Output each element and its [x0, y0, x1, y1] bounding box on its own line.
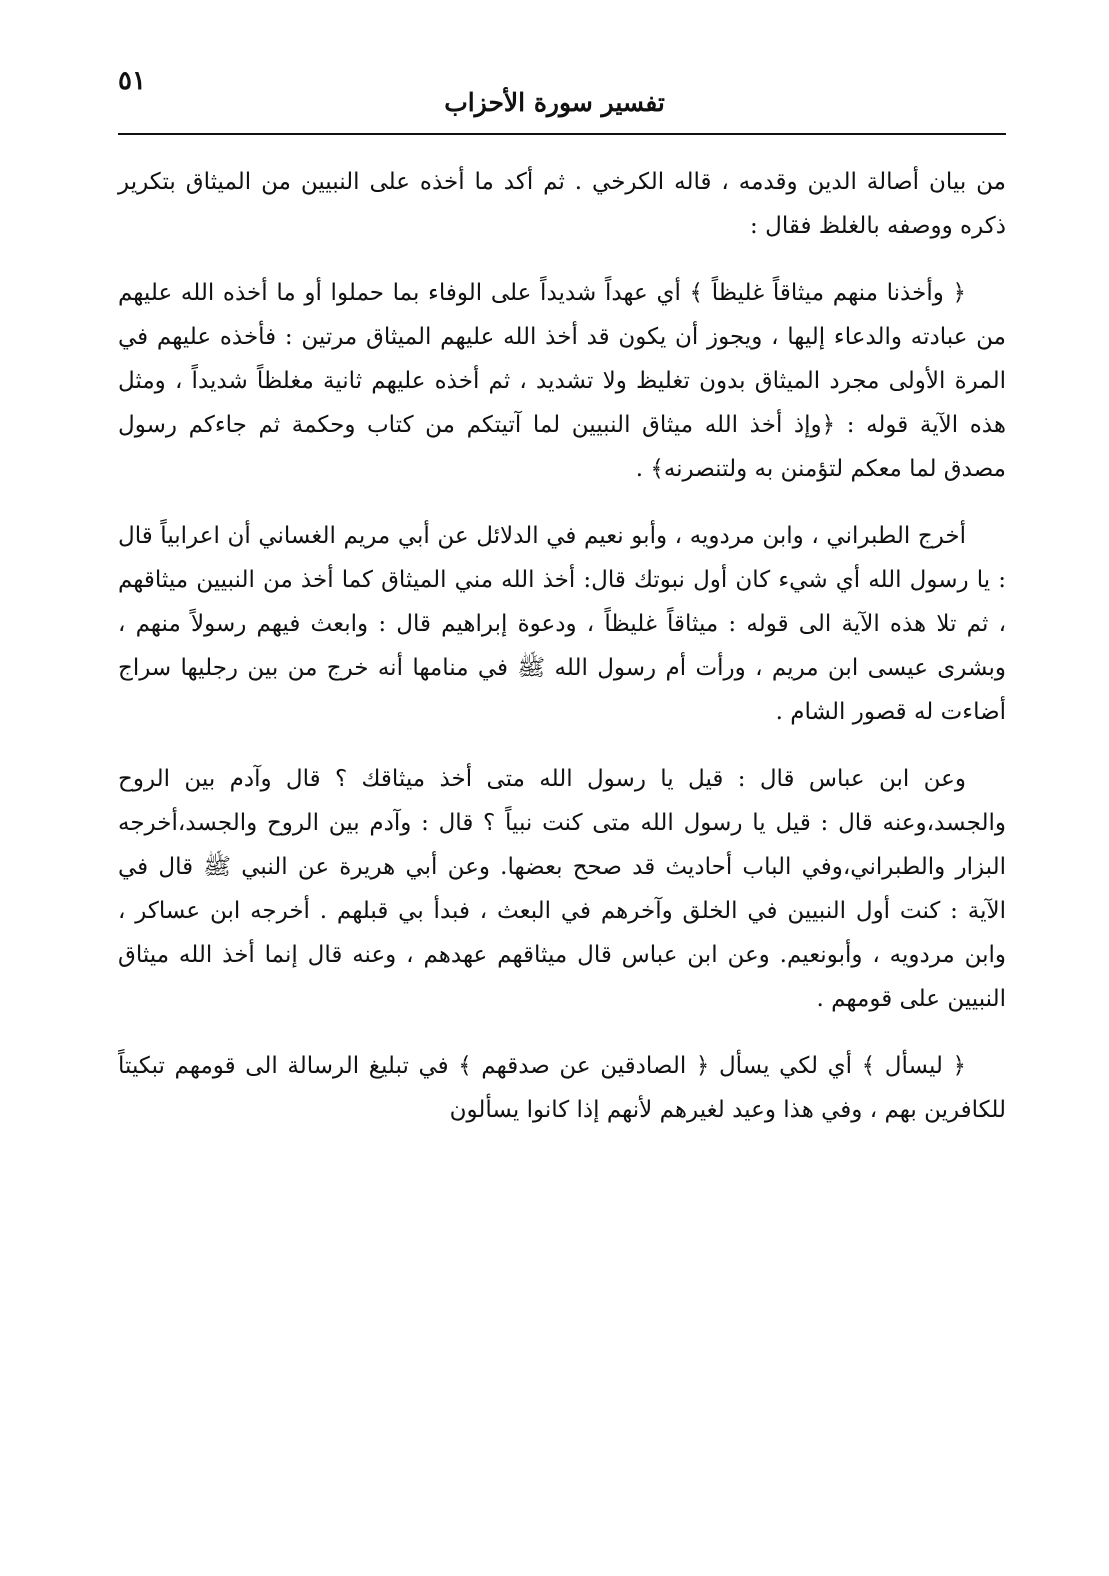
paragraph: أخرج الطبراني ، وابن مردويه ، وأبو نعيم في الدلائل عن أبي مريم الغساني أن اعرابياً قال : يا رسول الله أي شيء كان أول نبوتك قال: أخذ الله مني الميثاق كما أخذ من النبيين ميثاقهم ، ثم تلا هذه الآية الى قوله : ميثاقاً غليظاً ، ودعوة إبراهيم قال : وابعث فيهم رسولاً منهم ، وبشرى عيسى ابن مريم ، ورأت أم رسول الله ﷺ في منامها أنه خرج من بين رجليها سراج أضاءت له قصور الشام . [118, 523, 1006, 725]
page-number: ٥١ [118, 66, 146, 96]
running-header-title: تفسير سورة الأحزاب [444, 88, 665, 117]
paragraph: من بيان أصالة الدين وقدمه ، قاله الكرخي . ثم أكد ما أخذه على النبيين من الميثاق بتكرير ذكره ووصفه بالغلظ فقال : [118, 169, 1006, 239]
paragraph: وعن ابن عباس قال : قيل يا رسول الله متى أخذ ميثاقك ؟ قال وآدم بين الروح والجسد،وعنه قال : قيل يا رسول الله متى كنت نبياً ؟ قال : وآدم بين الروح والجسد،أخرجه البزار والطبراني،وفي الباب أحاديث قد صحح بعضها. وعن أبي هريرة عن النبي ﷺ قال في الآية : كنت أول النبيين في الخلق وآخرهم في البعث ، فبدأ بي قبلهم . أخرجه ابن عساكر ، وابن مردويه ، وأبونعيم. وعن ابن عباس قال ميثاقهم عهدهم ، وعنه قال إنما أخذ الله ميثاق النبيين على قومهم . [118, 766, 1006, 1012]
paragraph: ﴿ ليسأل ﴾ أي لكي يسأل ﴿ الصادقين عن صدقهم ﴾ في تبليغ الرسالة الى قومهم تبكيتاً للكافرين بهم ، وفي هذا وعيد لغيرهم لأنهم إذا كانوا يسألون [118, 1053, 1006, 1123]
page-body [118, 160, 1006, 1155]
paragraph: ﴿ وأخذنا منهم ميثاقاً غليظاً ﴾ أي عهداً شديداً على الوفاء بما حملوا أو ما أخذه الله عليهم من عبادته والدعاء إليها ، ويجوز أن يكون قد أخذ الله عليهم الميثاق مرتين : فأخذه عليهم في المرة الأولى مجرد الميثاق بدون تغليظ ولا تشديد ، ثم أخذه عليهم ثانية مغلظاً شديداً ، ومثل هذه الآية قوله : ﴿وإذ أخذ الله ميثاق النبيين لما آتيتكم من كتاب وحكمة ثم جاءكم رسول مصدق لما معكم لتؤمنن به ولتنصرنه﴾ . [118, 280, 1006, 482]
header-divider [118, 133, 1006, 135]
